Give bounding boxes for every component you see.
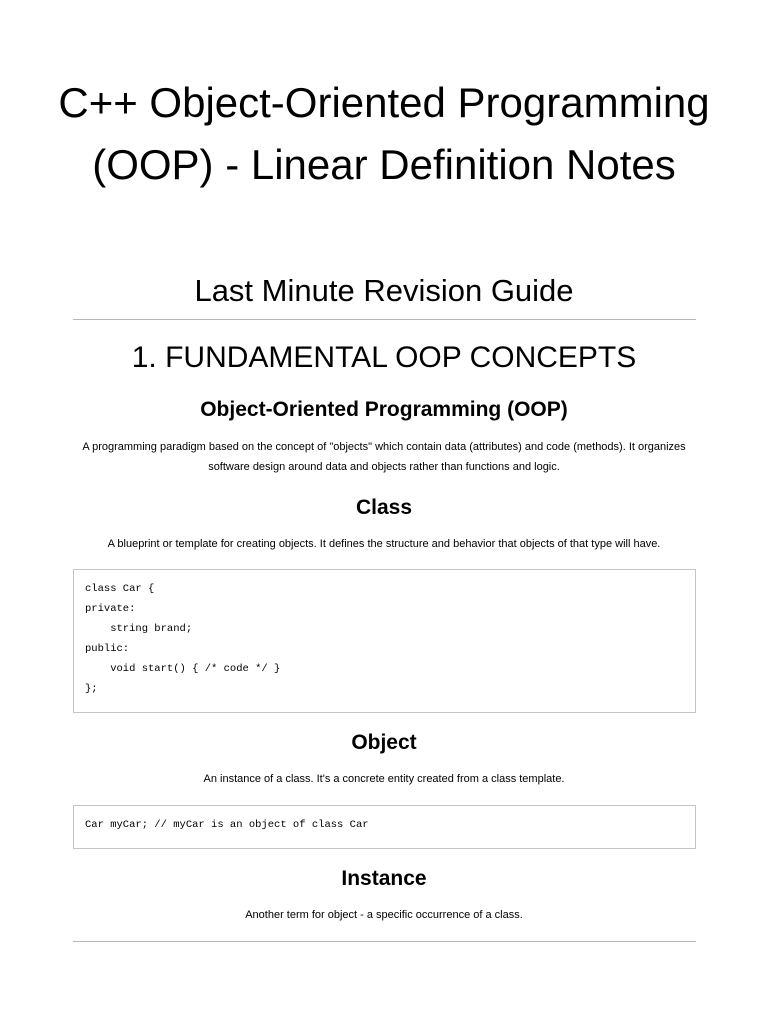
- section-heading: 1. FUNDAMENTAL OOP CONCEPTS: [131, 341, 637, 374]
- definition-object: An instance of a class. It's a concrete entity created from a class template.: [203, 773, 565, 785]
- code-line: private:: [85, 603, 136, 615]
- term-heading-oop: Object-Oriented Programming (OOP): [200, 398, 568, 421]
- divider: [73, 941, 696, 942]
- definition-instance: Another term for object - a specific occurrence of a class.: [245, 909, 523, 921]
- definition-class: A blueprint or template for creating objects. It defines the structure and behavior that objects of that type will have.: [107, 538, 661, 550]
- code-line: public:: [85, 643, 130, 655]
- term-heading-class: Class: [355, 496, 413, 519]
- divider: [73, 319, 696, 320]
- document-title: C++ Object-Oriented Programming (OOP) - Linear Definition Notes: [58, 79, 710, 188]
- code-line: string brand;: [85, 623, 193, 635]
- term-heading-object: Object: [351, 731, 417, 754]
- code-block-object: [73, 805, 696, 849]
- term-heading-instance: Instance: [341, 867, 427, 890]
- code-block-class: [73, 569, 696, 713]
- definition-oop: A programming paradigm based on the concept of "objects" which contain data (attributes) and code (methods). It organizes software design around data and objects rather than functions and logic.: [82, 441, 686, 473]
- code-line: class Car {: [85, 583, 155, 595]
- code-line: void start() { /* code */ }: [85, 663, 281, 675]
- code-line: Car myCar; // myCar is an object of class Car: [85, 819, 369, 831]
- code-line: };: [85, 683, 98, 695]
- document-subtitle: Last Minute Revision Guide: [194, 273, 574, 308]
